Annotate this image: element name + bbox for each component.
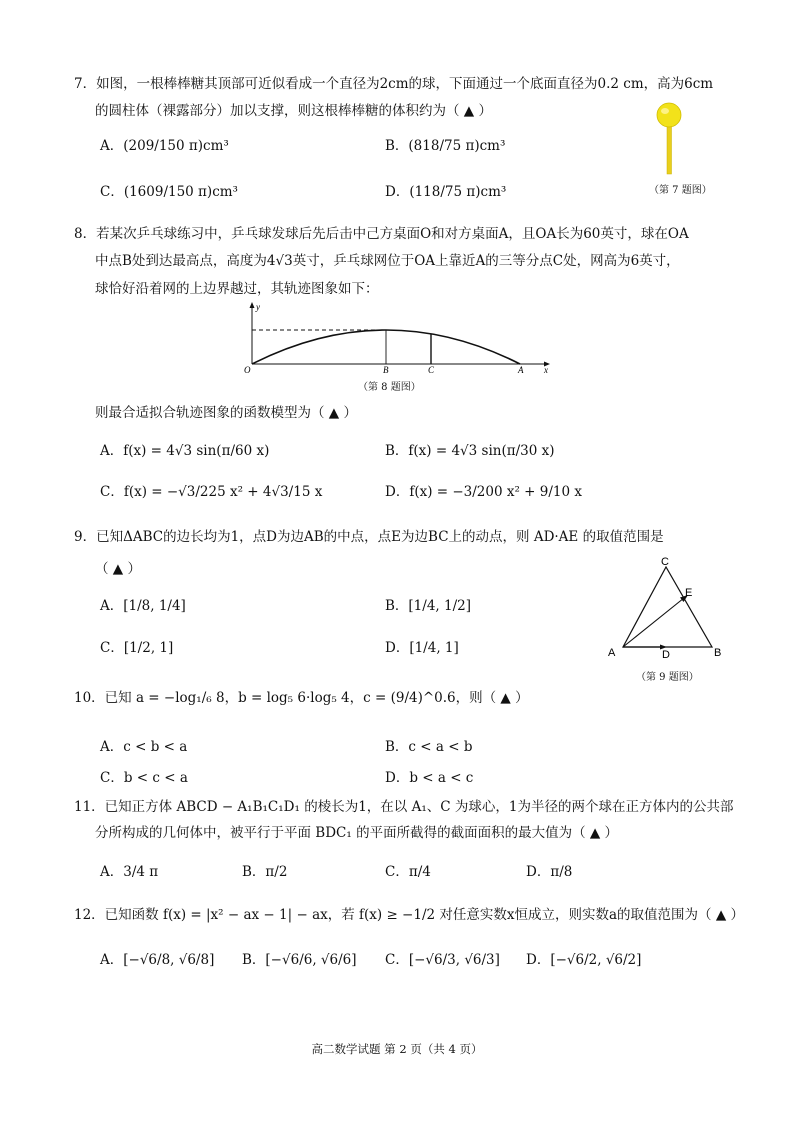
label-a: A — [608, 647, 616, 659]
q10-line1: 10．已知 a = −log₁/₆ 8，b = log₅ 6·log₅ 4，c = (9/4)^0.6，则（ ▲ ） — [74, 690, 529, 706]
q9-option-d: D．[1/4, 1] — [385, 640, 459, 656]
q12-option-b: B．[−√6/6, √6/6] — [242, 952, 357, 968]
q11-option-b: B．π/2 — [242, 864, 288, 880]
q8-option-c: C．f(x) = −√3/225 x² + 4√3/15 x — [100, 484, 323, 500]
trajectory-graph — [238, 298, 558, 380]
q12-line1: 12．已知函数 f(x) = |x² − ax − 1| − ax，若 f(x) ≥ −1/2 对任意实数x恒成立，则实数a的取值范围为（ ▲ ） — [74, 907, 745, 923]
label-c: C — [661, 556, 669, 568]
q8-line2: 中点B处到达最高点，高度为4√3英寸，乒乓球网位于OA上靠近A的三等分点C处，网高为6英寸， — [95, 253, 680, 269]
q8-option-a: A．f(x) = 4√3 sin(π/60 x) — [100, 443, 270, 459]
q10-option-a: A．c < b < a — [100, 739, 188, 755]
q8-line1: 8．若某次乒乓球练习中，乒乓球发球后先后击中己方桌面O和对方桌面A，且OA长为60英寸，球在OA — [74, 226, 689, 242]
q7-line1: 7．如图，一根棒棒糖其顶部可近似看成一个直径为2cm的球，下面通过一个底面直径为0.2 cm，高为6cm — [74, 76, 714, 92]
q8-line3: 球恰好沿着网的上边界越过，其轨迹图象如下： — [95, 281, 379, 297]
q8-option-b: B．f(x) = 4√3 sin(π/30 x) — [385, 443, 555, 459]
lollipop-stick — [667, 120, 672, 174]
q9-option-c: C．[1/2, 1] — [100, 640, 174, 656]
q7-caption: （第 7 题图） — [649, 185, 712, 196]
label-o: O — [244, 365, 251, 375]
q10-option-c: C．b < c < a — [100, 770, 188, 786]
q11-option-d: D．π/8 — [526, 864, 573, 880]
q12-option-c: C．[−√6/3, √6/3] — [385, 952, 500, 968]
q7-option-b: B．(818/75 π)cm³ — [385, 138, 506, 154]
triangle-abc — [623, 567, 712, 647]
q11-option-a: A．3/4 π — [100, 864, 159, 880]
label-y: y — [256, 302, 260, 312]
q8-caption: （第 8 题图） — [358, 382, 421, 393]
q9-option-b: B．[1/4, 1/2] — [385, 598, 471, 614]
q8-question: 则最合适拟合轨迹图象的函数模型为（ ▲ ） — [95, 405, 357, 421]
lollipop-figure — [650, 100, 690, 180]
label-c: C — [428, 365, 435, 375]
q11-option-c: C．π/4 — [385, 864, 431, 880]
q7-option-d: D．(118/75 π)cm³ — [385, 184, 507, 200]
vector-ae — [623, 598, 684, 647]
q9-line1: 9．已知ΔABC的边长均为1，点D为边AB的中点，点E为边BC上的动点，则 AD·AE 的取值范围是 — [74, 529, 664, 545]
q10-option-d: D．b < a < c — [385, 770, 474, 786]
label-b: B — [714, 647, 722, 659]
lollipop-ball — [657, 103, 681, 127]
q12-option-d: D．[−√6/2, √6/2] — [526, 952, 642, 968]
q7-line2: 的圆柱体（裸露部分）加以支撑，则这根棒棒糖的体积约为（ ▲ ） — [95, 103, 492, 119]
q8-option-d: D．f(x) = −3/200 x² + 9/10 x — [385, 484, 583, 500]
q12-option-a: A．[−√6/8, √6/8] — [100, 952, 215, 968]
q9-caption: （第 9 题图） — [636, 672, 699, 683]
q10-option-b: B．c < a < b — [385, 739, 473, 755]
q9-option-a: A．[1/8, 1/4] — [100, 598, 186, 614]
q11-line2: 分所构成的几何体中，被平行于平面 BDC₁ 的平面所截得的截面面积的最大值为（ ▲ ） — [95, 825, 619, 841]
q11-line1: 11．已知正方体 ABCD − A₁B₁C₁D₁ 的棱长为1，在以 A₁、C 为球心，1为半径的两个球在正方体内的公共部 — [74, 799, 734, 815]
q7-option-a: A．(209/150 π)cm³ — [100, 138, 229, 154]
triangle-figure — [604, 550, 730, 665]
label-d: D — [662, 649, 670, 661]
label-x: x — [544, 365, 548, 375]
label-a: A — [518, 365, 524, 375]
q9-line2: （ ▲ ） — [95, 561, 141, 577]
label-e: E — [685, 587, 693, 599]
page-footer: 高二数学试题 第 2 页（共 4 页） — [311, 1042, 483, 1056]
label-b: B — [383, 365, 389, 375]
q7-option-c: C．(1609/150 π)cm³ — [100, 184, 238, 200]
